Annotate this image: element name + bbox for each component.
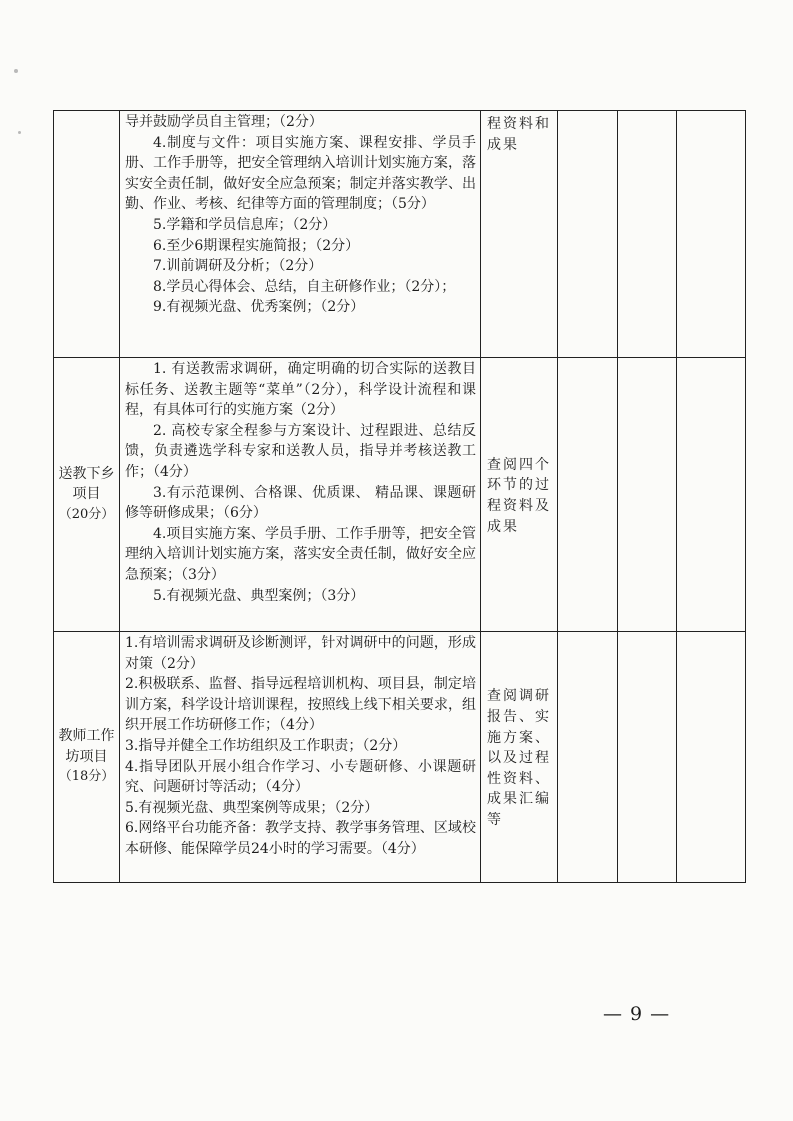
content-cell xyxy=(120,111,481,358)
criterion-text: 4.项目实施方案、学员手册、工作手册等，把安全管理纳入培训计划实施方案，落实安全责任制，做好安全应急预案；（3分） xyxy=(125,525,476,583)
review-method-cell: 查阅四个环节的过程资料及成果 xyxy=(481,358,558,632)
scan-speck xyxy=(14,69,18,73)
blank-cell xyxy=(558,111,618,358)
table-row xyxy=(54,358,746,632)
criterion-text: 1. 有送教需求调研，确定明确的切合实际的送教目标任务、送教主题等“菜单”（2分），科学设计流程和课程，有具体可行的实施方案（2分） xyxy=(125,361,476,419)
criterion-text: 8.学员心得体会、总结，自主研修作业；（2分）； xyxy=(153,278,456,295)
criterion-text: 6.网络平台功能齐备：教学支持、教学事务管理、区域校本研修、能保障学员24小时的学习需要。（4分） xyxy=(125,820,476,857)
content-cell xyxy=(120,358,481,632)
criterion-text: 6.至少6期课程实施简报；（2分） xyxy=(153,237,360,254)
criterion-text: 5.有视频光盘、典型案例；（3分） xyxy=(153,587,365,604)
item-score: （18分） xyxy=(58,769,115,785)
criterion-text: 7.训前调研及分析；（2分） xyxy=(153,258,323,275)
scan-speck xyxy=(18,131,21,134)
criterion-text: 4.制度与文件：项目实施方案、课程安排、学员手册、工作手册等，把安全管理纳入培训计划实施方案，落实安全责任制，做好安全应急预案；制定并落实教学、出勤、作业、考核、纪律等方面的管理制度；（5分） xyxy=(125,134,476,213)
criterion-text: 3.指导并健全工作坊组织及工作职责；（2分） xyxy=(125,737,407,754)
page-number: — 9 — xyxy=(603,1003,671,1025)
blank-cell xyxy=(618,111,677,358)
criterion-text: 5.学籍和学员信息库；（2分） xyxy=(153,216,337,233)
blank-cell xyxy=(558,358,618,632)
blank-cell xyxy=(677,358,746,632)
item-name: 教师工作坊项目 xyxy=(58,728,115,765)
blank-cell xyxy=(558,632,618,883)
blank-cell xyxy=(677,632,746,883)
blank-cell xyxy=(618,358,677,632)
criterion-text: 2. 高校专家全程参与方案设计、过程跟进、总结反馈，负责遴选学科专家和送教人员，指导并考核送教工作；（4分） xyxy=(125,422,476,480)
criterion-text: 4.指导团队开展小组合作学习、小专题研修、小课题研究、问题研讨等活动；（4分） xyxy=(125,758,476,796)
review-method-cell: 程资料和成果 xyxy=(481,111,558,358)
blank-cell xyxy=(618,632,677,883)
criterion-text: 导并鼓励学员自主管理；（2分） xyxy=(125,114,323,130)
criterion-text: 5.有视频光盘、典型案例等成果；（2分） xyxy=(125,799,379,816)
table-row xyxy=(54,111,746,358)
item-cell xyxy=(54,111,120,358)
item-score: （20分） xyxy=(58,506,115,522)
evaluation-table xyxy=(53,110,746,883)
content-cell xyxy=(120,632,481,883)
criterion-text: 2.积极联系、监督、指导远程培训机构、项目县，制定培训方案，科学设计培训课程，按照线上线下相关要求，组织开展工作坊研修工作；（4分） xyxy=(125,676,476,734)
criterion-text: 3.有示范课例、合格课、优质课、 精品课、课题研修等研修成果；（6分） xyxy=(125,484,476,522)
item-cell xyxy=(54,358,120,632)
criterion-text: 9.有视频光盘、优秀案例；（2分） xyxy=(153,299,365,316)
blank-cell xyxy=(677,111,746,358)
criterion-text: 1.有培训需求调研及诊断测评，针对调研中的问题，形成对策（2分） xyxy=(125,635,476,672)
review-method-cell: 查阅调研报告、实施方案、以及过程性资料、成果汇编等 xyxy=(481,632,558,883)
table-row xyxy=(54,632,746,883)
item-name: 送教下乡项目 xyxy=(58,465,115,503)
item-cell xyxy=(54,632,120,883)
